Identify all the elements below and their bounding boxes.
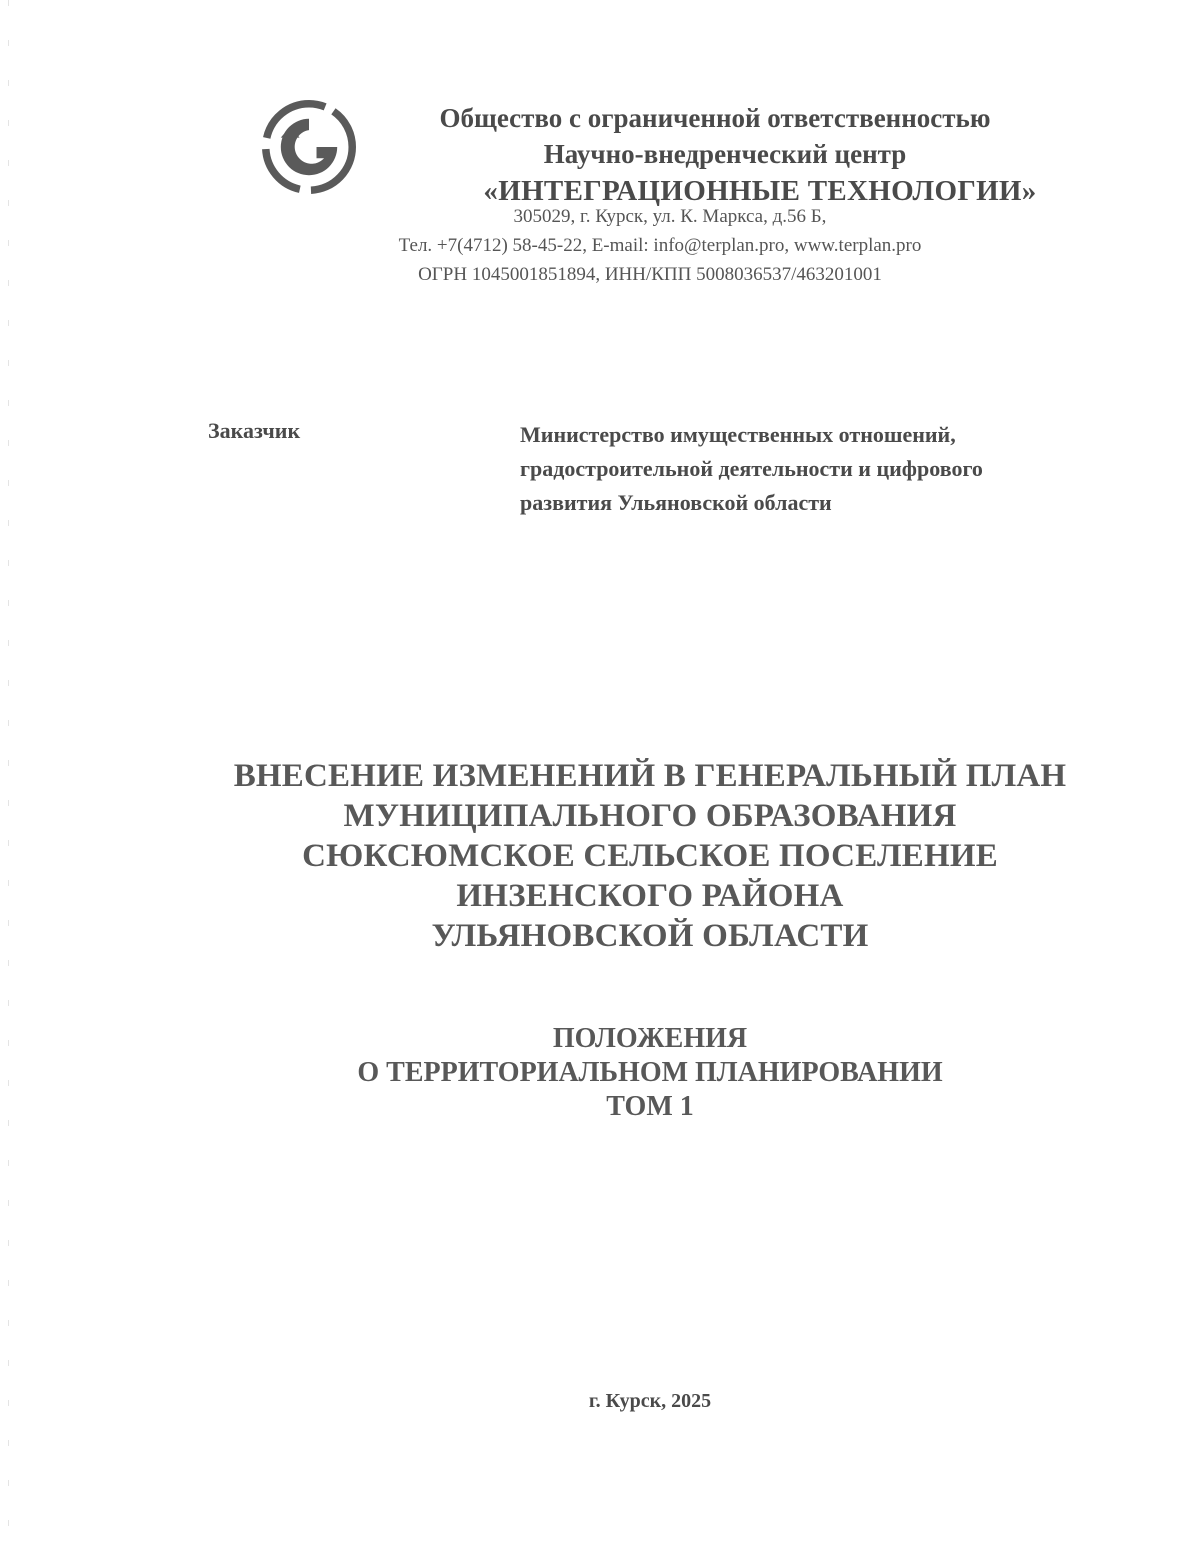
registration-line: ОГРН 1045001851894, ИНН/КПП 5008036537/463201001 (418, 264, 882, 285)
volume-line: ТОМ 1 (606, 1091, 694, 1122)
customer-line: Министерство имущественных отношений, (520, 422, 956, 447)
title-line: ВНЕСЕНИЕ ИЗМЕНЕНИЙ В ГЕНЕРАЛЬНЫЙ ПЛАН (233, 758, 1067, 794)
subtitle-line: ПОЛОЖЕНИЯ (552, 1023, 748, 1054)
company-line: «ИНТЕГРАЦИОННЫЕ ТЕХНОЛОГИИ» (483, 175, 1037, 207)
phone-email-line: Тел. +7(4712) 58-45-22, E-mail: info@terplan.pro, www.terplan.pro (398, 235, 922, 256)
customer-line: градостроительной деятельности и цифрового (520, 456, 983, 481)
company-line: Общество с ограниченной ответственностью (439, 103, 991, 133)
title-line: МУНИЦИПАЛЬНОГО ОБРАЗОВАНИЯ (343, 798, 957, 834)
customer-value (520, 418, 1120, 520)
document-subtitle (150, 1022, 1150, 1124)
company-line: Научно-внедренческий центр (543, 139, 907, 169)
company-contacts (300, 202, 1020, 289)
title-line: УЛЬЯНОВСКОЙ ОБЛАСТИ (431, 918, 869, 954)
company-name (300, 100, 1130, 210)
subtitle-line: О ТЕРРИТОРИАЛЬНОМ ПЛАНИРОВАНИИ (357, 1057, 943, 1088)
title-line: СЮКСЮМСКОЕ СЕЛЬСКОЕ ПОСЕЛЕНИЕ (302, 838, 998, 874)
customer-label: Заказчик (208, 418, 301, 443)
address-line: 305029, г. Курск, ул. К. Маркса, д.56 Б, (513, 206, 827, 227)
document-title (150, 756, 1150, 956)
place-year: г. Курск, 2025 (588, 1390, 712, 1412)
scan-edge-mark (8, 0, 9, 1553)
title-line: ИНЗЕНСКОГО РАЙОНА (456, 878, 844, 914)
customer-line: развития Ульяновской области (520, 490, 832, 515)
